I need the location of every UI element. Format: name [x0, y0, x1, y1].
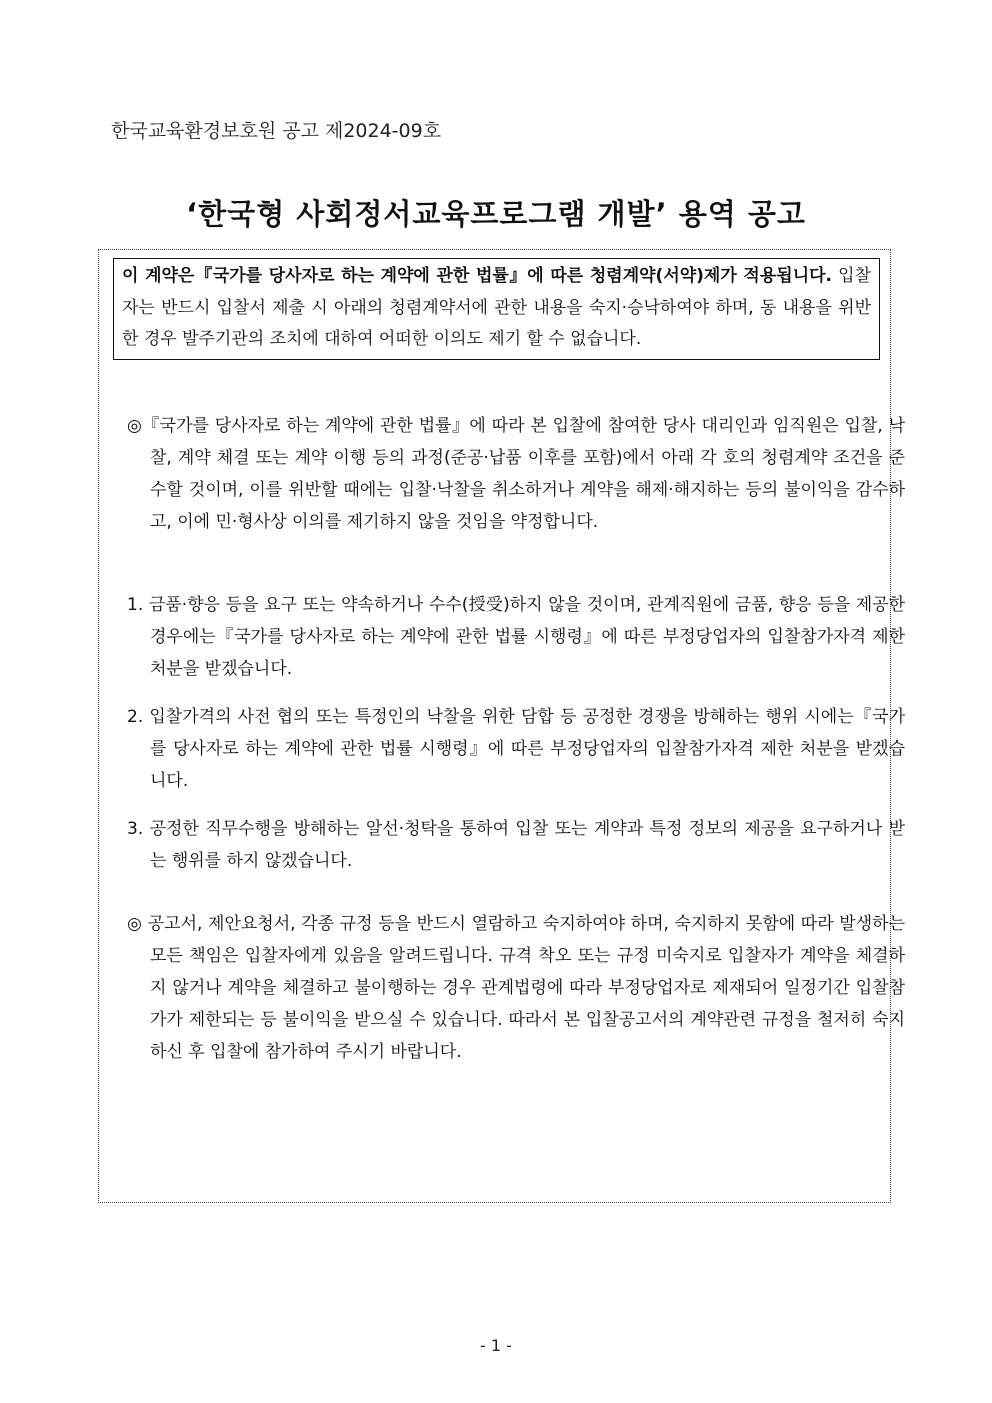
- pledge-paragraph: ◎『국가를 당사자로 하는 계약에 관한 법률』에 따라 본 입찰에 참여한 당사 대리인과 임직원은 입찰, 낙찰, 계약 체결 또는 계약 이행 등의 과정(준공·납품 이후를 포함)에서 아래 각 호의 청렴계약 조건을 준수할 것이며, 이를 위반할 때에는 입찰·낙찰을 취소하거나 계약을 해제·해지하는 등의 불이익을 감수하고, 이에 민·형사상 이의를 제기하지 않을 것임을 약정합니다.: [127, 416, 905, 532]
- notice-number: 한국교육환경보호원 공고 제2024-09호: [111, 120, 442, 142]
- integrity-warning-box: [113, 258, 880, 360]
- warning-bold-text: 이 계약은『국가를 당사자로 하는 계약에 관한 법률』에 따른 청렴계약(서약)제가 적용됩니다.: [122, 266, 833, 286]
- closing-paragraph: ◎ 공고서, 제안요청서, 각종 규정 등을 반드시 열람하고 숙지하여야 하며, 숙지하지 못함에 따라 발생하는 모든 책임은 입찰자에게 있음을 알려드립니다. 규격 착오 또는 규정 미숙지로 입찰자가 계약을 체결하지 않거나 계약을 체결하고 불이행하는 경우 관계법령에 따라 부정당업자로 제재되어 일정기간 입찰참가가 제한되는 등 불이익을 받으실 수 있습니다. 따라서 본 입찰공고서의 계약관련 규정을 철저히 숙지하신 후 입찰에 참가하여 주시기 바랍니다.: [127, 914, 905, 1062]
- list-item-1: 1. 금품·향응 등을 요구 또는 약속하거나 수수(授受)하지 않을 것이며, 관계직원에 금품, 향응 등을 제공한 경우에는『국가를 당사자로 하는 계약에 관한 법률 시행령』에 따른 부정당업자의 입찰참가자격 제한 처분을 받겠습니다.: [127, 595, 905, 679]
- list-item-2: 2. 입찰가격의 사전 협의 또는 특정인의 낙찰을 위한 담합 등 공정한 경쟁을 방해하는 행위 시에는『국가를 당사자로 하는 계약에 관한 법률 시행령』에 따른 부정당업자의 입찰참가자격 제한 처분을 받겠습니다.: [127, 707, 905, 791]
- page-number: - 1 -: [480, 1336, 512, 1355]
- page-title: ‘한국형 사회정서교육프로그램 개발’ 용역 공고: [186, 197, 806, 231]
- warning-normal-text: 입찰자는 반드시 입찰서 제출 시 아래의 청렴계약서에 관한 내용을 숙지·승낙하여야 하며, 동 내용을 위반한 경우 발주기관의 조치에 대하여 어떠한 이의도 제기 할 수 없습니다.: [122, 266, 871, 349]
- list-item-3: 3. 공정한 직무수행을 방해하는 알선·청탁을 통하여 입찰 또는 계약과 특정 정보의 제공을 요구하거나 받는 행위를 하지 않겠습니다.: [127, 819, 905, 871]
